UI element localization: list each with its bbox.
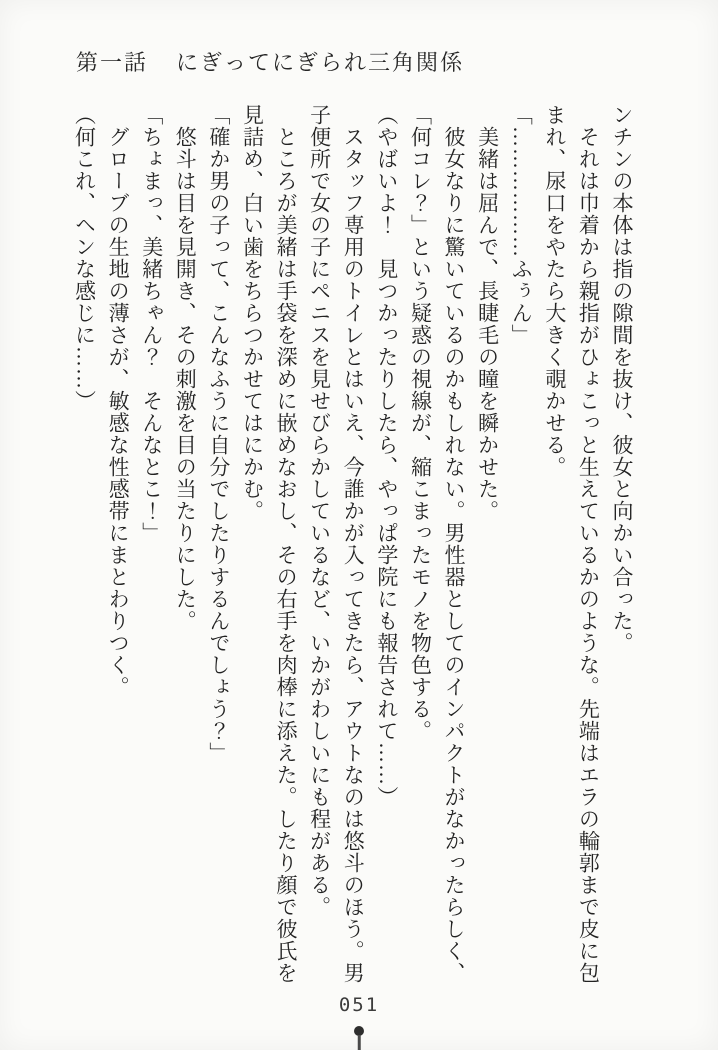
- text-line: 見詰め、白い歯をちらつかせてはにかむ。: [240, 104, 265, 522]
- text-line: 「何コレ？」という疑惑の視線が、縮こまったモノを物色する。: [408, 104, 433, 742]
- text-line: グローブの生地の薄さが、敏感な性感帯にまとわりつく。: [106, 104, 131, 698]
- page-number: 051: [338, 994, 380, 1016]
- chapter-title: にぎってにぎられ三角関係: [176, 50, 465, 75]
- chapter-header: [76, 46, 464, 77]
- text-line: 美緒は屈んで、長睫毛の瞳を瞬かせた。: [475, 104, 500, 522]
- text-line: スタッフ専用のトイレとはいえ、今誰かが入ってきたら、アウトなのは悠斗のほう。男: [341, 104, 366, 984]
- text-line: それは巾着から親指がひょこっと生えているかのような。先端はエラの輪郭まで皮に包: [576, 104, 601, 984]
- text-line: （何これ、ヘンな感じに……）: [72, 104, 97, 412]
- page-marker-icon: [354, 1026, 364, 1036]
- text-line: 彼女なりに驚いているのかもしれない。男性器としてのインパクトがなかったらしく、: [442, 104, 467, 984]
- text-line: 「ちょまっ、美緒ちゃん？ そんなとこ！」: [139, 104, 164, 544]
- text-line: ンチンの本体は指の隙間を抜け、彼女と向かい合った。: [610, 104, 634, 654]
- text-line: 「………………ふぅん」: [509, 104, 534, 346]
- text-line: ところが美緒は手袋を深めに嵌めなおし、その右手を肉棒に添えた。したり顔で彼氏を: [274, 104, 299, 984]
- text-line: 「確か男の子って、こんなふうに自分でしたりするんでしょう？」: [206, 104, 231, 764]
- text-line: 悠斗は目を見開き、その刺激を目の当たりにした。: [173, 104, 198, 632]
- text-line: まれ、尿口をやたら大きく覗かせる。: [542, 104, 567, 478]
- text-line: 子便所で女の子にペニスを見せびらかしているなど、いかがわしいにも程がある。: [307, 104, 332, 918]
- body-text: [66, 104, 638, 1004]
- text-line: （やばいよ！ 見つかったりしたら、やっぱ学院にも報告されて……）: [374, 104, 399, 808]
- chapter-label: 第一話: [76, 50, 149, 75]
- page-footer: [0, 988, 718, 1050]
